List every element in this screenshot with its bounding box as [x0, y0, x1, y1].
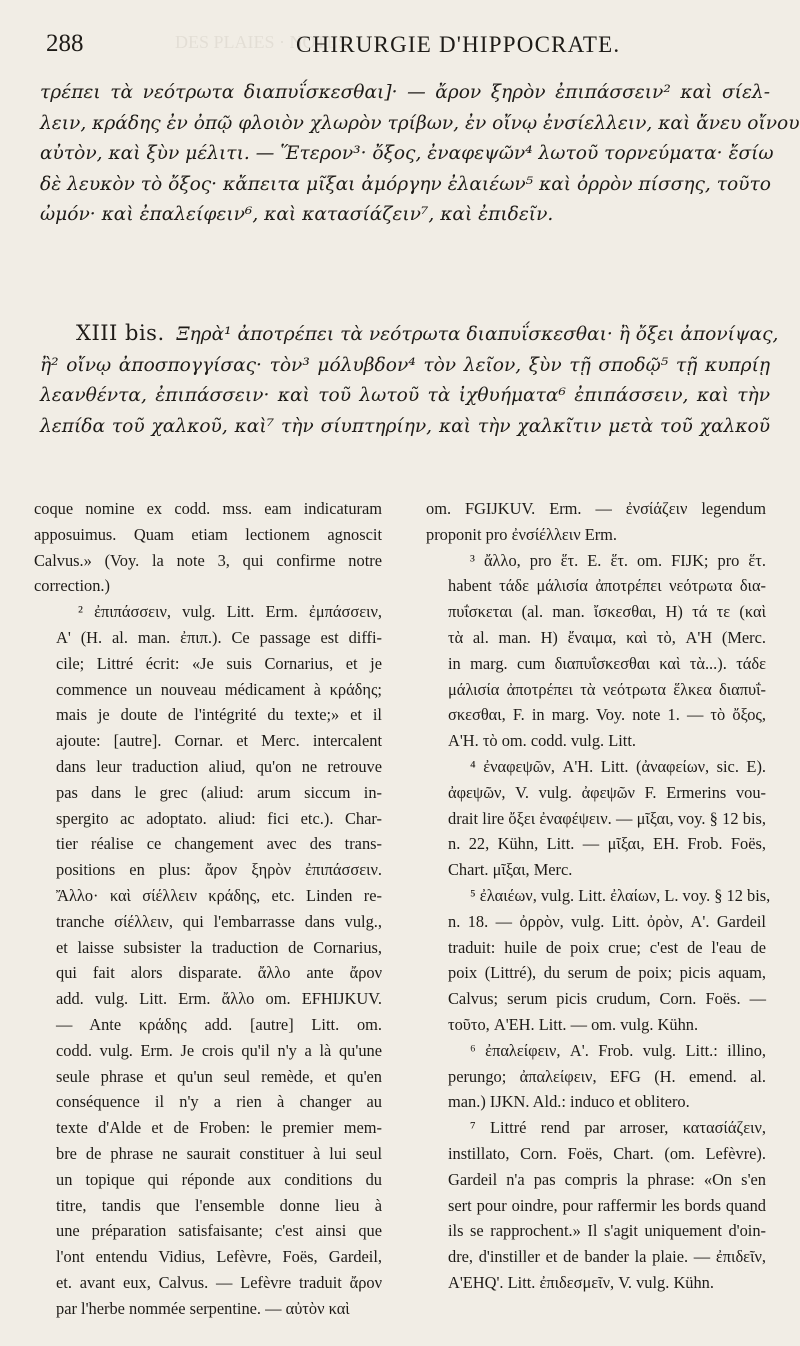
- bleed-through-text: DES PLAIES · NOTES: [175, 32, 348, 52]
- footnote-line: ⁴ ἐναφεψῶν, A'H. Litt. (ἀναφείων, sic. E).: [470, 756, 766, 776]
- footnote-line: conséquence il n'y a rien à changer au: [56, 1092, 382, 1112]
- footnote-line: un topique qui réponde aux conditions du: [56, 1169, 382, 1189]
- page-header: [40, 30, 772, 64]
- footnote: [426, 548, 766, 754]
- footnote-line: mais je doute de l'intégrité du texte;» et il: [56, 705, 382, 725]
- greek-line: ἢ² οἴνῳ ἀποσπογγίσας· τὸν³ μόλυβδον⁴ τὸν λεῖον, ξὺν τῇ σποδῷ⁵ τῇ κυπρίῃ: [40, 354, 770, 376]
- footnote-line: A' (H. al. man. ἐπιπ.). Ce passage est diffi-: [56, 627, 382, 647]
- greek-line-text: Ξηρὰ¹ ἀποτρέπει τὰ νεότρωτα διαπυΐσκεσθαι· ἢ ὄξει ἀπονίψας,: [176, 324, 779, 345]
- footnote-line: pas dans le grec (aliud: arum siccum in-: [56, 782, 382, 802]
- footnote-line: — Ante κράδης add. [autre] Litt. om.: [56, 1014, 382, 1034]
- footnote-line: ² ἐπιπάσσειν, vulg. Litt. Erm. ἐμπάσσειν,: [78, 602, 382, 622]
- footnote-line: A'H. τὸ om. codd. vulg. Litt.: [448, 731, 637, 751]
- running-title: CHIRURGIE D'HIPPOCRATE.: [296, 32, 621, 57]
- footnote-line: in marg. cum διαπυΐσκεσθαι καὶ τὰ...). τάδε: [448, 653, 766, 673]
- footnote: [426, 754, 766, 883]
- footnote-line: Chart. μῖξαι, Merc.: [448, 860, 573, 880]
- footnote-line: et laisse subsister la traduction de Cornarius,: [56, 937, 382, 957]
- footnotes-left-column: [34, 496, 382, 1322]
- page-number: 288: [46, 30, 84, 57]
- footnote-line: om. FGIJKUV. Erm. — ἐνσίάζειν legendum: [426, 499, 766, 518]
- footnote-line: habent τάδε μάλισία ἀποτρέπει νεότρωτα δια-: [448, 576, 766, 596]
- footnote-line: proponit pro ἐνσίέλλειν Erm.: [426, 524, 618, 544]
- footnote-line: man.) IJKN. Ald.: induco et oblitero.: [448, 1092, 690, 1112]
- footnote: [426, 883, 771, 1038]
- footnote-line: poix (Littré), du serum de poix; picis aquam,: [448, 963, 766, 983]
- greek-line: ὠμόν· καὶ ἐπαλείφειν⁶, καὶ κατασίάζειν⁷, καὶ ἐπιδεῖν.: [40, 204, 554, 225]
- footnote-line: Calvus; serum picis crudum, Corn. Foës. —: [448, 989, 766, 1009]
- footnote-line: dre, d'instiller et de bander la plaie. — ἐπιδεῖν,: [448, 1247, 766, 1267]
- footnote-line: positions en plus: ἄρον ξηρὸν ἐπιπάσσειν.: [56, 860, 382, 880]
- greek-line: λεπίδα τοῦ χαλκοῦ, καὶ⁷ τὴν σίυπτηρίην, καὶ τὴν χαλκῖτιν μετὰ τοῦ χαλκοῦ: [40, 415, 770, 437]
- greek-text-block-1: [40, 78, 800, 231]
- footnote-line: spergito ac adoptato. aliud: fici etc.). Char-: [56, 808, 382, 828]
- footnote-line: μάλισία ἀποτρέπει τὰ νεότρωτα ἕλκεα διαπυΐ-: [448, 679, 766, 699]
- footnote-line: perungo; ἀπαλείφειν, EFG (H. emend. al.: [448, 1066, 766, 1086]
- footnote-line: une préparation satisfaisante; c'est ainsi que: [56, 1221, 382, 1241]
- footnote-line: τοῦτο, A'EH. Litt. — om. vulg. Kühn.: [448, 1014, 699, 1034]
- footnote-line: A'EHQ'. Litt. ἐπιδεσμεῖν, V. vulg. Kühn.: [448, 1272, 714, 1292]
- footnotes-right-column: [426, 496, 771, 1296]
- footnote-line: πυΐσκεται (al. man. ἴσκεσθαι, H) τά τε (καὶ: [448, 602, 766, 622]
- footnote-line: l'ont entendu Vidius, Lefèvre, Foës, Gardeil,: [56, 1247, 382, 1267]
- footnote-line: Calvus.» (Voy. la note 3, qui confirme notre: [34, 550, 382, 570]
- footnote-line: ³ ἄλλο, pro ἕτ. E. ἕτ. om. FIJK; pro ἕτ.: [470, 550, 766, 570]
- footnote-line: tier réalise ce changement avec des trans-: [56, 834, 382, 854]
- greek-line: λεανθέντα, ἐπιπάσσειν· καὶ τοῦ λωτοῦ τὰ ἰχθυήματα⁶ ἐπιπάσσειν, καὶ τὴν: [40, 385, 770, 406]
- footnote-line: σκεσθαι, F. in marg. Voy. note 1. — τὸ ὄξος,: [448, 705, 766, 725]
- footnote-line: Ἄλλο· καὶ σίέλλειν κράδης, etc. Linden re-: [56, 885, 382, 905]
- footnote-line: ἀφεψῶν, V. vulg. ἀφεψῶν F. Ermerins vou-: [448, 782, 766, 802]
- greek-text-block-2: [40, 318, 779, 442]
- footnote: [426, 1038, 766, 1115]
- footnote-line: instillato, Corn. Foës, Chart. (om. Lefèvre).: [448, 1143, 766, 1163]
- footnote: [426, 496, 766, 548]
- footnote-line: n. 18. — ὀρρὸν, vulg. Litt. ὀρὸν, A'. Gardeil: [448, 911, 766, 931]
- footnote-line: sert pour oindre, pour raffermir les bords quand: [448, 1195, 766, 1215]
- footnote-line: texte d'Alde et de Froben: le premier mem-: [56, 1118, 382, 1138]
- greek-line: αὐτὸν, καὶ ξὺν μέλιτι. — Ἕτερον³· ὄξος, ἐναφεψῶν⁴ λωτοῦ τορνεύματα· ἔσίω: [40, 143, 774, 164]
- footnote: [34, 599, 382, 1321]
- greek-line: [40, 318, 779, 351]
- footnote-line: drait lire ὄξει ἐναφέψειν. — μῖξαι, voy. § 12 bis,: [448, 808, 766, 828]
- footnote-line: codd. vulg. Erm. Je crois qu'il n'y a là qu'une: [56, 1040, 382, 1060]
- footnote-line: titre, tandis que l'ensemble donne lieu à: [56, 1195, 382, 1215]
- footnote-line: ⁷ Littré rend par arroser, κατασίάζειν,: [470, 1118, 766, 1138]
- footnote-line: qui fait alors disparate. ἄλλο ante ἄρον: [56, 963, 382, 983]
- footnote-line: par l'herbe nommée serpentine. — αὐτὸν καὶ: [56, 1298, 350, 1318]
- footnote-line: traduit: huile de poix crue; c'est de l'eau de: [448, 937, 766, 957]
- footnote-line: Gardeil n'a pas compris la phrase: «On s'en: [448, 1169, 766, 1189]
- footnote-line: seule phrase et qu'un seul remède, et qu'en: [56, 1066, 382, 1086]
- greek-line: δὲ λευκὸν τὸ ὄξος· κἄπειτα μῖξαι ἀμόργην ἐλαιέων⁵ καὶ ὀρρὸν πίσσης, τοῦτο: [40, 173, 771, 195]
- footnote-line: commence un nouveau médicament à κράδης;: [56, 679, 382, 699]
- footnote-line: n. 22, Kühn, Litt. — μῖξαι, EH. Frob. Foës,: [448, 834, 766, 854]
- footnote-line: apposuimus. Quam etiam lectionem agnoscit: [34, 524, 382, 544]
- footnote-line: add. vulg. Litt. Erm. ἄλλο om. EFHIJKUV.: [56, 989, 382, 1009]
- greek-line: τρέπει τὰ νεότρωτα διαπυΐσκεσθαι]· — ἄρον ξηρὸν ἐπιπάσσειν² καὶ σίελ-: [40, 82, 770, 103]
- greek-line: λειν, κράδης ἐν ὀπῷ φλοιὸν χλωρὸν τρίβων, ἐν οἴνῳ ἐνσίελλειν, καὶ ἄνευ οἴνου: [40, 112, 800, 134]
- footnote: [426, 1115, 766, 1296]
- footnote-line: dans leur traduction aliud, qu'on ne retrouve: [56, 756, 382, 776]
- footnote: [34, 496, 382, 599]
- footnote-line: τὰ al. man. H) ἔναιμα, καὶ τὸ, A'H (Merc.: [448, 627, 766, 647]
- footnote-line: ⁵ ἐλαιέων, vulg. Litt. ἐλαίων, L. voy. § 12 bis,: [470, 885, 771, 905]
- footnote-line: ils se rapprochent.» Il s'agit uniquement d'oin-: [448, 1221, 766, 1241]
- footnote-line: tranche σίέλλειν, qui l'embarrasse dans vulg.,: [56, 911, 382, 931]
- footnote-line: ajoute: [autre]. Cornar. et Merc. intercalent: [56, 731, 382, 751]
- section-label: XIII bis.: [76, 321, 165, 345]
- footnote-line: coque nomine ex codd. mss. eam indicaturam: [34, 499, 382, 518]
- footnote-line: cile; Littré écrit: «Je suis Cornarius, et je: [56, 653, 382, 673]
- footnote-line: ⁶ ἐπαλείφειν, A'. Frob. vulg. Litt.: illino,: [470, 1040, 766, 1060]
- footnote-line: bre de phrase ne saurait constituer à lui seul: [56, 1143, 382, 1163]
- footnote-line: et. avant eux, Calvus. — Lefèvre traduit ἄρον: [56, 1272, 382, 1292]
- footnote-line: correction.): [34, 576, 110, 596]
